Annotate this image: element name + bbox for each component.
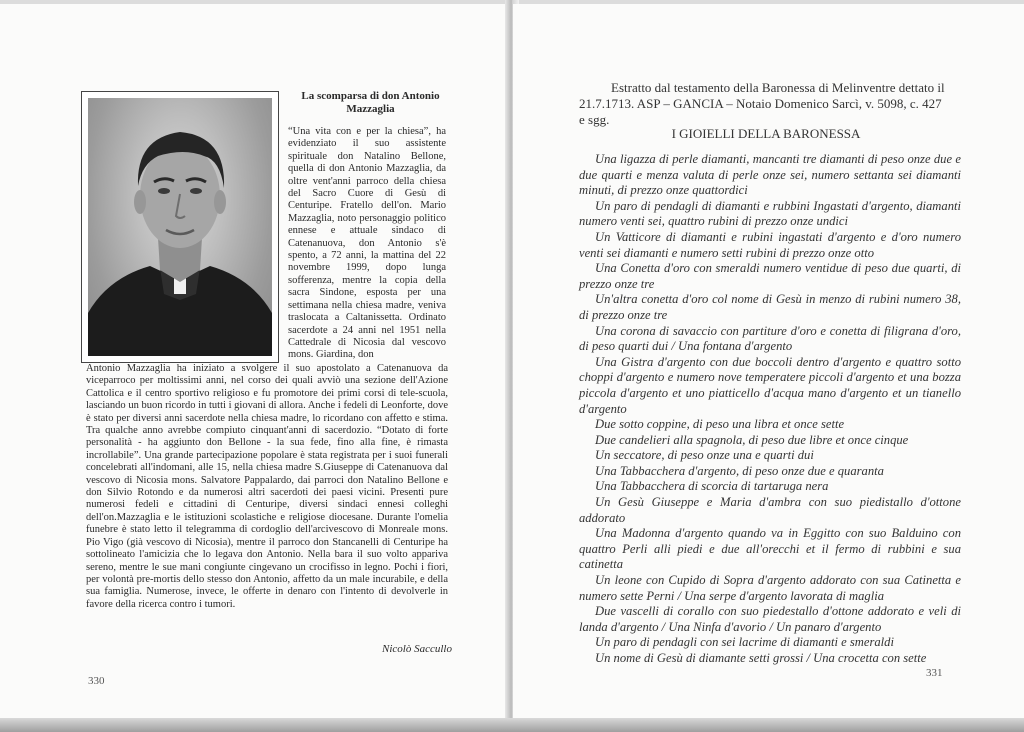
article-body-text: Antonio Mazzaglia ha iniziato a svolgere il suo apostolato a Catenanuova da viceparroco per moltissimi anni, nel corso dei quali avviò una sezione dell'Azione Cattolica e il centro sportivo religioso e fu promotore dei primi corsi di tele-scuola, lasciando un buon ricordo in tutti i giovani di allora. Anche i fedeli di Leonforte, dove è stato per diversi anni sacerdote nella chiesa madre, lo ricordano con affetto e stima. Tra qualche anno avrebbe compiuto cinquant'anni di sacerdozio. “Dotato di forte personalità - ha aggiunto don Bellone - la sua fede, fino alla fine, è rimasta incrollabile”. Una grande partecipazione popolare è stata registrata per i suoi funerali concelebrati all'indomani, alle 15, nella chiesa madre S.Giuseppe di Catenanuova dal vescovo di Nicosia mons. Salvatore Pappalardo, dai parroci don Natalino Bellone e don Silvio Rotondo e da numerosi altri sacerdoti dei paesi vicini. Presenti pure numerosi fedeli e cittadini di Centuripe, diversi sindaci ennesi colleghi dell'on.Mazzaglia e le istituzioni scolastiche e religiose diocesane. Durante l'omelia funebre è stato letto il telegramma di cordoglio dell'arcivescovo di Monreale mons. Pio Vigo (già vescovo di Nicosia), mentre il parroco don Stancanelli di Centuripe ha sottolineato l'amicizia che lo legava don Antonio. Nella bara il suo volto appariva sereno, mentre le sue mani congiunte cingevano un crocifisso in legno. Pochi i fiori, per volontà pre-mortis dello stesso don Antonio, affetto da un male incurabile, e della sua famiglia. Numerose, invece, le offerte in denaro con l'intento di devolverle in favore della ricerca contro i tumori. xyxy=(86,363,448,610)
jewel-item: Una Conetta d'oro con smeraldi numero ventidue di peso due quarti, di prezzo onze tre xyxy=(579,261,961,291)
jewel-item: Un nome di Gesù di diamante setti grossi / Una crocetta con sette xyxy=(595,651,927,665)
jewel-item: Un paro di pendagli di diamanti e rubbini Ingastati d'argento, diamanti numero venti sei, quattro rubini di prezzo onze undici xyxy=(579,198,961,229)
article-column-text: “Una vita con e per la chiesa”, ha evidenziato il suo assistente spirituale don Natalino Bellone, quella di don Antonio Mazzaglia, da oltre vent'anni parroco della chiesa del Sacro Cuore di Gesù di Centuripe. Fratello dell'on. Mario Mazzaglia, noto personaggio politico ennese e attuale sindaco di Catenanuova, don Antonio s'è spento, a 72 anni, la mattina del 22 novembre 1999, dopo lunga sofferenza, mentre la copia della sacra Sindone, esposta per una settimana nella chiesa madre, veniva traslocata a Caltanissetta. Ordinato sacerdote a 24 anni nel 1951 nella Cattedrale di Nicosia dal vescovo mons. Giardina, don xyxy=(288,126,446,361)
page-number-left: 330 xyxy=(88,675,105,687)
jewel-item: Una Tabbacchera d'argento, di peso onze due e quaranta xyxy=(595,463,884,478)
jewel-item: Una corona di savaccio con partiture d'oro e conetta di filigrana d'oro, di peso quarti dui / Una fontana d'argento xyxy=(579,323,961,354)
jewel-list xyxy=(579,152,961,667)
portrait-photo-frame xyxy=(81,91,279,363)
jewel-item: Una Gistra d'argento con due boccoli dentro d'argento e quattro sotto choppi d'argento e numero nove temperatere piccoli d'argento et una bozza piccola d'argento et uno piatticello d'acqua mano d'argento et un tianello d'argento xyxy=(579,354,961,416)
source-line: e sgg. xyxy=(579,112,610,127)
author-signature: Nicolò Saccullo xyxy=(382,643,452,655)
jewel-item: Un leone con Cupido di Sopra d'argento addorato con sua Catinetta e numero sette Perni / Una serpe d'argento lavorata di maglia xyxy=(579,573,961,603)
jewel-item: Un Gesù Giuseppe e Maria d'ambra con suo piedistallo d'ottone addorato xyxy=(579,495,961,525)
portrait-photo xyxy=(88,98,272,356)
jewel-item: Un paro di pendagli con sei lacrime di diamanti e smeraldi xyxy=(595,635,894,650)
jewel-item: Una Tabbacchera di scorcia di tartaruga nera xyxy=(595,479,829,494)
jewel-item: Due sotto coppine, di peso una libra et once sette xyxy=(595,417,845,432)
priest-portrait-image xyxy=(88,98,272,356)
source-line: Estratto dal testamento della Baronessa di Melinventre dettato il xyxy=(611,80,945,95)
jewel-item: Un Vatticore di diamanti e rubini ingastati d'argento e d'oro numero venti sei diamanti e numero setti rubini di prezzo onze otto xyxy=(579,229,961,260)
jewel-item: Due vascelli di corallo con suo piedestallo d'ottone addorato e veli di landa d'argento / Una Ninfa d'avorio / Un panaro d'argento xyxy=(579,604,961,634)
jewel-item: Una Madonna d'argento quando va in Eggitto con suo Balduino con quattro Perli alli piedi e due all'orecchi et il fermo di rubbini e sua catinetta xyxy=(579,526,961,572)
jewel-item: Un'altra conetta d'oro col nome di Gesù in menzo di rubini numero 38, di prezzo onze tre xyxy=(579,292,961,322)
article-title: La scomparsa di don Antonio Mazzaglia xyxy=(301,90,440,115)
testament-source-heading xyxy=(579,80,959,128)
bottom-edge xyxy=(0,718,1024,732)
jewel-item: Un seccatore, di peso onze una e quarti dui xyxy=(595,448,814,463)
source-line: 21.7.1713. ASP – GANCIA – Notaio Domenico Sarcì, v. 5098, c. 427 xyxy=(579,96,942,111)
section-title: I GIOIELLI DELLA BARONESSA xyxy=(671,126,861,141)
jewel-item: Due candelieri alla spagnola, di peso due libre et once cinque xyxy=(595,432,909,447)
left-page xyxy=(0,4,509,720)
page-number-right: 331 xyxy=(926,667,943,679)
right-page xyxy=(513,4,1024,720)
jewel-item: Una ligazza di perle diamanti, mancanti tre diamanti di peso onze due e due quarti e menza valuta di perle onze sei, numero settanta sei diamanti minuti, di prezzo onze quattordici xyxy=(579,152,961,198)
